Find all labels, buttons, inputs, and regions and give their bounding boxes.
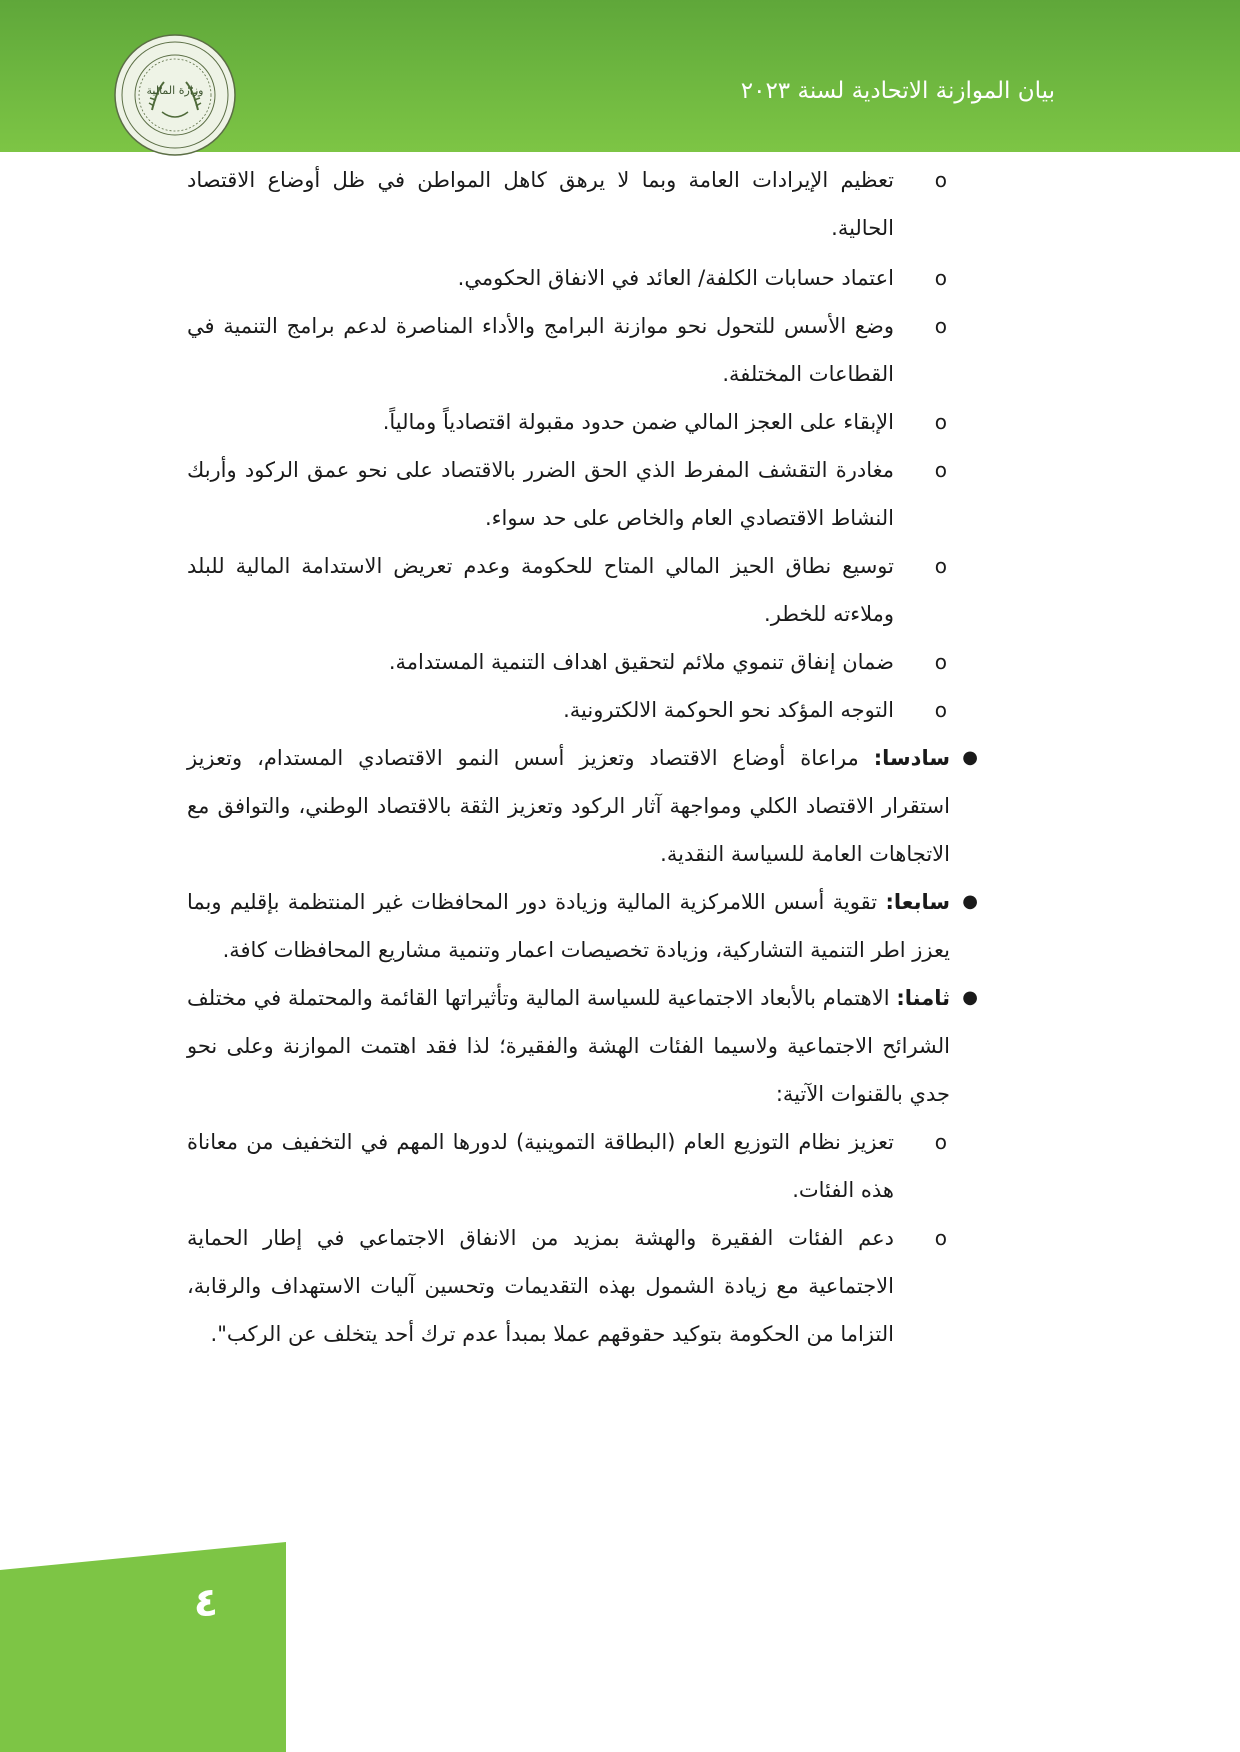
list-item: o مغادرة التقشف المفرط الذي الحق الضرر بالاقتصاد على نحو عمق الركود وأربك النشاط الاقتصادي العام والخاص على حد سواء. xyxy=(187,446,980,542)
page-header xyxy=(0,0,1240,152)
circle-bullet-icon: o xyxy=(934,410,947,434)
page-number: ٤ xyxy=(193,1580,219,1626)
document-title: بيان الموازنة الاتحادية لسنة ٢٠٢٣ xyxy=(740,78,1055,104)
circle-bullet-icon: o xyxy=(934,168,947,192)
circle-bullet-icon: o xyxy=(934,314,947,338)
page-content xyxy=(187,156,980,1358)
bullet-icon: ● xyxy=(962,987,978,1008)
svg-text:وزارة المالية: وزارة المالية xyxy=(146,84,204,97)
main-point-seventh: ● سابعا: تقوية أسس اللامركزية المالية وزيادة دور المحافظات غير المنتظمة بإقليم وبما يعزز اطر التنمية التشاركية، وزيادة تخصيصات اعمار وتنمية مشاريع المحافظات كافة. xyxy=(187,878,980,974)
circle-bullet-icon: o xyxy=(934,266,947,290)
point-label: سادسا: xyxy=(873,746,950,770)
circle-bullet-icon: o xyxy=(934,458,947,482)
point-label: سابعا: xyxy=(885,890,950,914)
circle-bullet-icon: o xyxy=(934,1226,947,1250)
circle-bullet-icon: o xyxy=(934,698,947,722)
list-item: o الإبقاء على العجز المالي ضمن حدود مقبولة اقتصادياً ومالياً. xyxy=(187,398,980,446)
list-item: o دعم الفئات الفقيرة والهشة بمزيد من الانفاق الاجتماعي في إطار الحماية الاجتماعية مع زيادة الشمول بهذه التقديمات وتحسين آليات الاستهداف والرقابة، التزاما من الحكومة بتوكيد حقوقهم عملا بمبدأ عدم ترك أحد يتخلف عن الركب". xyxy=(187,1214,980,1358)
point-label: ثامنا: xyxy=(896,986,950,1010)
list-item: o تعزيز نظام التوزيع العام (البطاقة التموينية) لدورها المهم في التخفيف من معاناة هذه الفئات. xyxy=(187,1118,980,1214)
circle-bullet-icon: o xyxy=(934,1130,947,1154)
bullet-icon: ● xyxy=(962,747,978,768)
bullet-icon: ● xyxy=(962,891,978,912)
circle-bullet-icon: o xyxy=(934,650,947,674)
footer-green-tab xyxy=(0,1542,286,1752)
list-item: o اعتماد حسابات الكلفة/ العائد في الانفاق الحكومي. xyxy=(187,254,980,302)
list-item: o تعظيم الإيرادات العامة وبما لا يرهق كاهل المواطن في ظل أوضاع الاقتصاد الحالية. xyxy=(187,156,980,252)
list-item: o التوجه المؤكد نحو الحوكمة الالكترونية. xyxy=(187,686,980,734)
main-point-eighth: ● ثامنا: الاهتمام بالأبعاد الاجتماعية للسياسة المالية وتأثيراتها القائمة والمحتملة في مختلف الشرائح الاجتماعية ولاسيما الفئات الهشة والفقيرة؛ لذا فقد اهتمت الموازنة وعلى نحو جدي بالقنوات الآتية: xyxy=(187,974,980,1118)
list-item: o وضع الأسس للتحول نحو موازنة البرامج والأداء المناصرة لدعم برامج التنمية في القطاعات المختلفة. xyxy=(187,302,980,398)
circle-bullet-icon: o xyxy=(934,554,947,578)
list-item: o ضمان إنفاق تنموي ملائم لتحقيق اهداف التنمية المستدامة. xyxy=(187,638,980,686)
ministry-seal-logo xyxy=(112,32,238,158)
list-item: o توسيع نطاق الحيز المالي المتاح للحكومة وعدم تعريض الاستدامة المالية للبلد وملاءته للخطر. xyxy=(187,542,980,638)
main-point-sixth: ● سادسا: مراعاة أوضاع الاقتصاد وتعزيز أسس النمو الاقتصادي المستدام، وتعزيز استقرار الاقتصاد الكلي ومواجهة آثار الركود وتعزيز الثقة بالاقتصاد الوطني، والتوافق مع الاتجاهات العامة للسياسة النقدية. xyxy=(187,734,980,878)
